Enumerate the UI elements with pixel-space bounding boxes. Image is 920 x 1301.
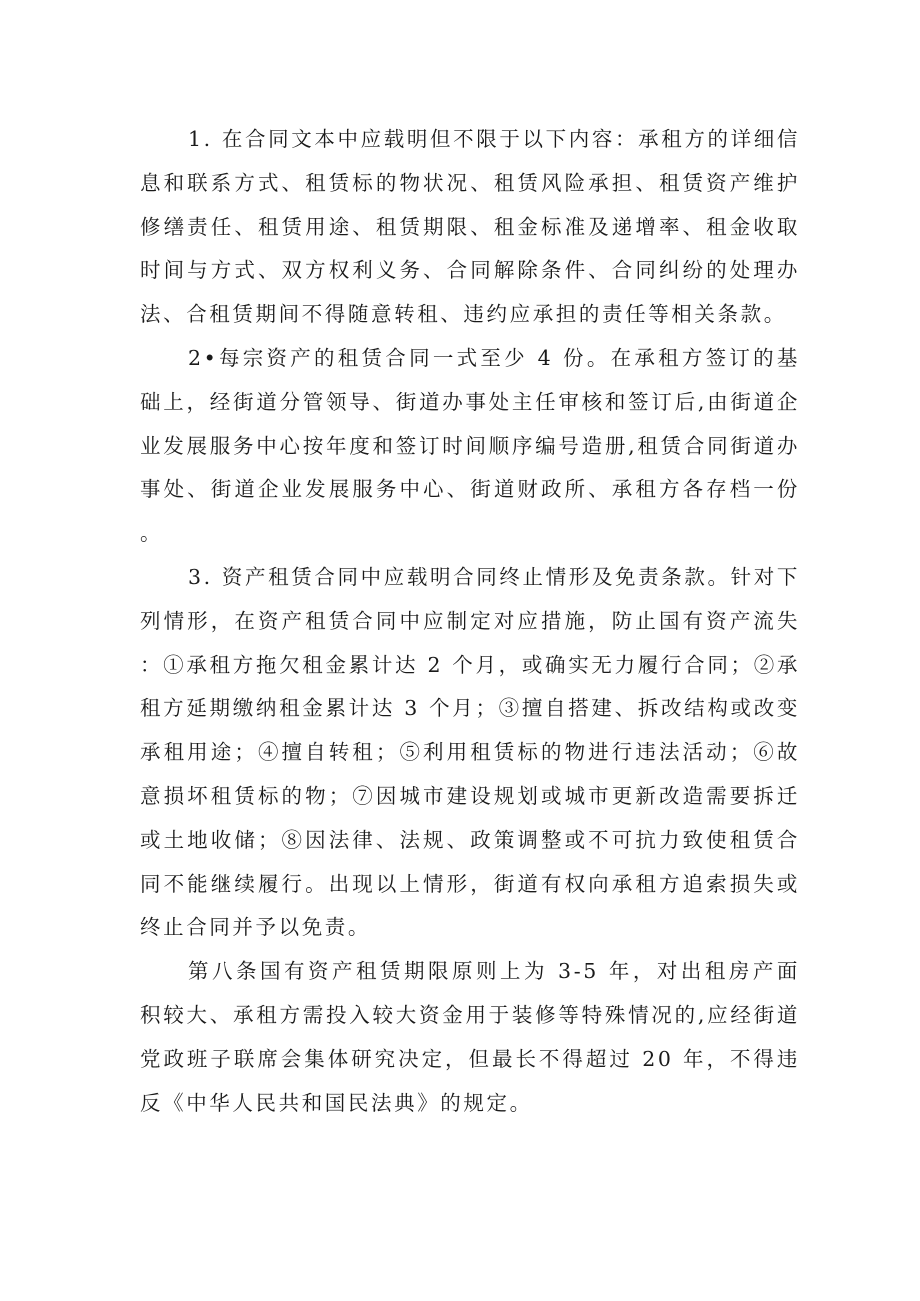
paragraph-contract-copies: 2•每宗资产的租赁合同一式至少 4 份。在承租方签订的基础上，经街道分管领导、街道办事处主任审核和签订后,由街道企业发展服务中心按年度和签订时间顺序编号造册,租赁合同街道办事处、街道企业发展服务中心、街道财政所、承租方各存档一份。 [140,345,800,546]
document-page [140,118,800,1125]
paragraph-article-eight: 第八条国有资产租赁期限原则上为 3-5 年，对出租房产面积较大、承租方需投入较大资金用于装修等特殊情况的,应经街道党政班子联席会集体研究决定，但最长不得超过 20 年，不得违反《中华人民共和国民法典》的规定。 [140,959,800,1115]
paragraph-termination-clauses: 3. 资产租赁合同中应载明合同终止情形及免责条款。针对下列情形，在资产租赁合同中应制定对应措施，防止国有资产流失：①承租方拖欠租金累计达 2 个月，或确实无力履行合同；②承租方延期缴纳租金累计达 3 个月；③擅自搭建、拆改结构或改变承租用途；④擅自转租；⑤利用租赁标的物进行违法活动；⑥故意损坏租赁标的物；⑦因城市建设规划或城市更新改造需要拆迁或土地收储；⑧因法律、法规、政策调整或不可抗力致使租赁合同不能继续履行。出现以上情形，街道有权向承租方追索损失或终止合同并予以免责。 [140,564,800,940]
paragraph-contract-contents: 1. 在合同文本中应载明但不限于以下内容：承租方的详细信息和联系方式、租赁标的物状况、租赁风险承担、租赁资产维护修缮责任、租赁用途、租赁期限、租金标准及递增率、租金收取时间与方式、双方权利义务、合同解除条件、合同纠纷的处理办法、合租赁期间不得随意转租、违约应承担的责任等相关条款。 [140,127,800,327]
